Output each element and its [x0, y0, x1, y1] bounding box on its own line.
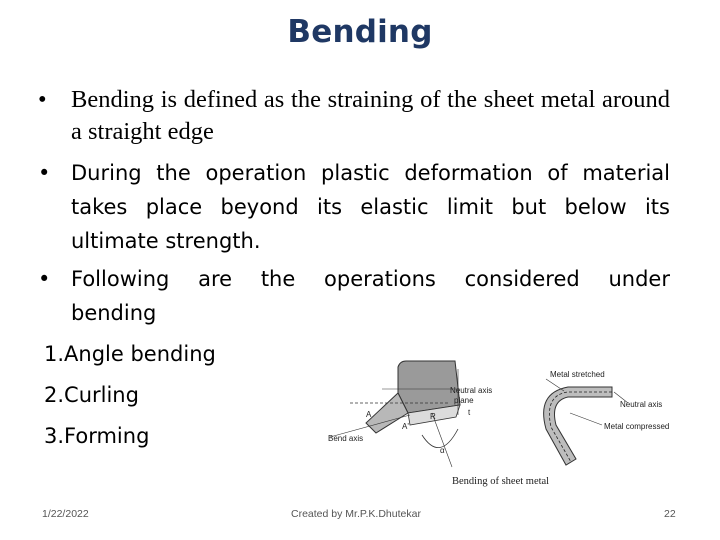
- thickness-label: t: [468, 408, 471, 417]
- bending-figure: [320, 355, 690, 495]
- footer-credit: Created by Mr.P.K.Dhutekar: [291, 508, 421, 520]
- footer-date: 1/22/2022: [42, 508, 89, 520]
- figure-caption: Bending of sheet metal: [452, 476, 550, 487]
- bullet-dot-icon: •: [38, 86, 47, 113]
- metal-stretched-label: Metal stretched: [550, 370, 605, 379]
- bend-axis-label: Bend axis: [328, 434, 364, 443]
- bullet-item: [30, 262, 670, 330]
- bullet-text: During the operation plastic deformation of material takes place beyond its elastic limit but below its ultimate strength.: [71, 161, 670, 253]
- bullet-dot-icon: •: [38, 267, 51, 291]
- numbered-item: 1.Angle bending: [44, 342, 216, 366]
- bullet-list: [30, 84, 670, 330]
- neutral-axis-plane-label: Neutral axis: [450, 386, 493, 395]
- bullet-word: operations: [324, 267, 436, 291]
- bullet-text: Bending is defined as the straining of the sheet metal around a straight edge: [71, 86, 670, 145]
- bullet-text-tail: bending: [71, 301, 157, 325]
- radius-label: R: [430, 412, 436, 421]
- numbered-item: 2.Curling: [44, 383, 139, 407]
- bullet-item: [30, 156, 670, 258]
- neutral-axis-plane-label: plane: [454, 396, 474, 405]
- bullet-word: Following: [71, 267, 170, 291]
- bend-section-diagram: [544, 370, 670, 465]
- bent-plate-diagram: [328, 361, 492, 467]
- bullet-text-line: [71, 262, 670, 296]
- bullet-word: are: [198, 267, 233, 291]
- point-a-prime-label: A': [402, 422, 409, 431]
- bullet-word: considered: [464, 267, 580, 291]
- footer-page-number: 22: [664, 508, 676, 520]
- bullet-dot-icon: •: [38, 161, 51, 185]
- slide-title: Bending: [287, 14, 433, 50]
- bullet-word: the: [260, 267, 296, 291]
- numbered-item: 3.Forming: [44, 424, 150, 448]
- bullet-word: under: [608, 267, 670, 291]
- alpha-label: α: [440, 446, 445, 455]
- point-a-label: A: [366, 410, 372, 419]
- metal-compressed-label: Metal compressed: [604, 422, 670, 431]
- numbered-list: [44, 337, 216, 460]
- bullet-item: [30, 84, 670, 148]
- neutral-axis-label: Neutral axis: [620, 400, 663, 409]
